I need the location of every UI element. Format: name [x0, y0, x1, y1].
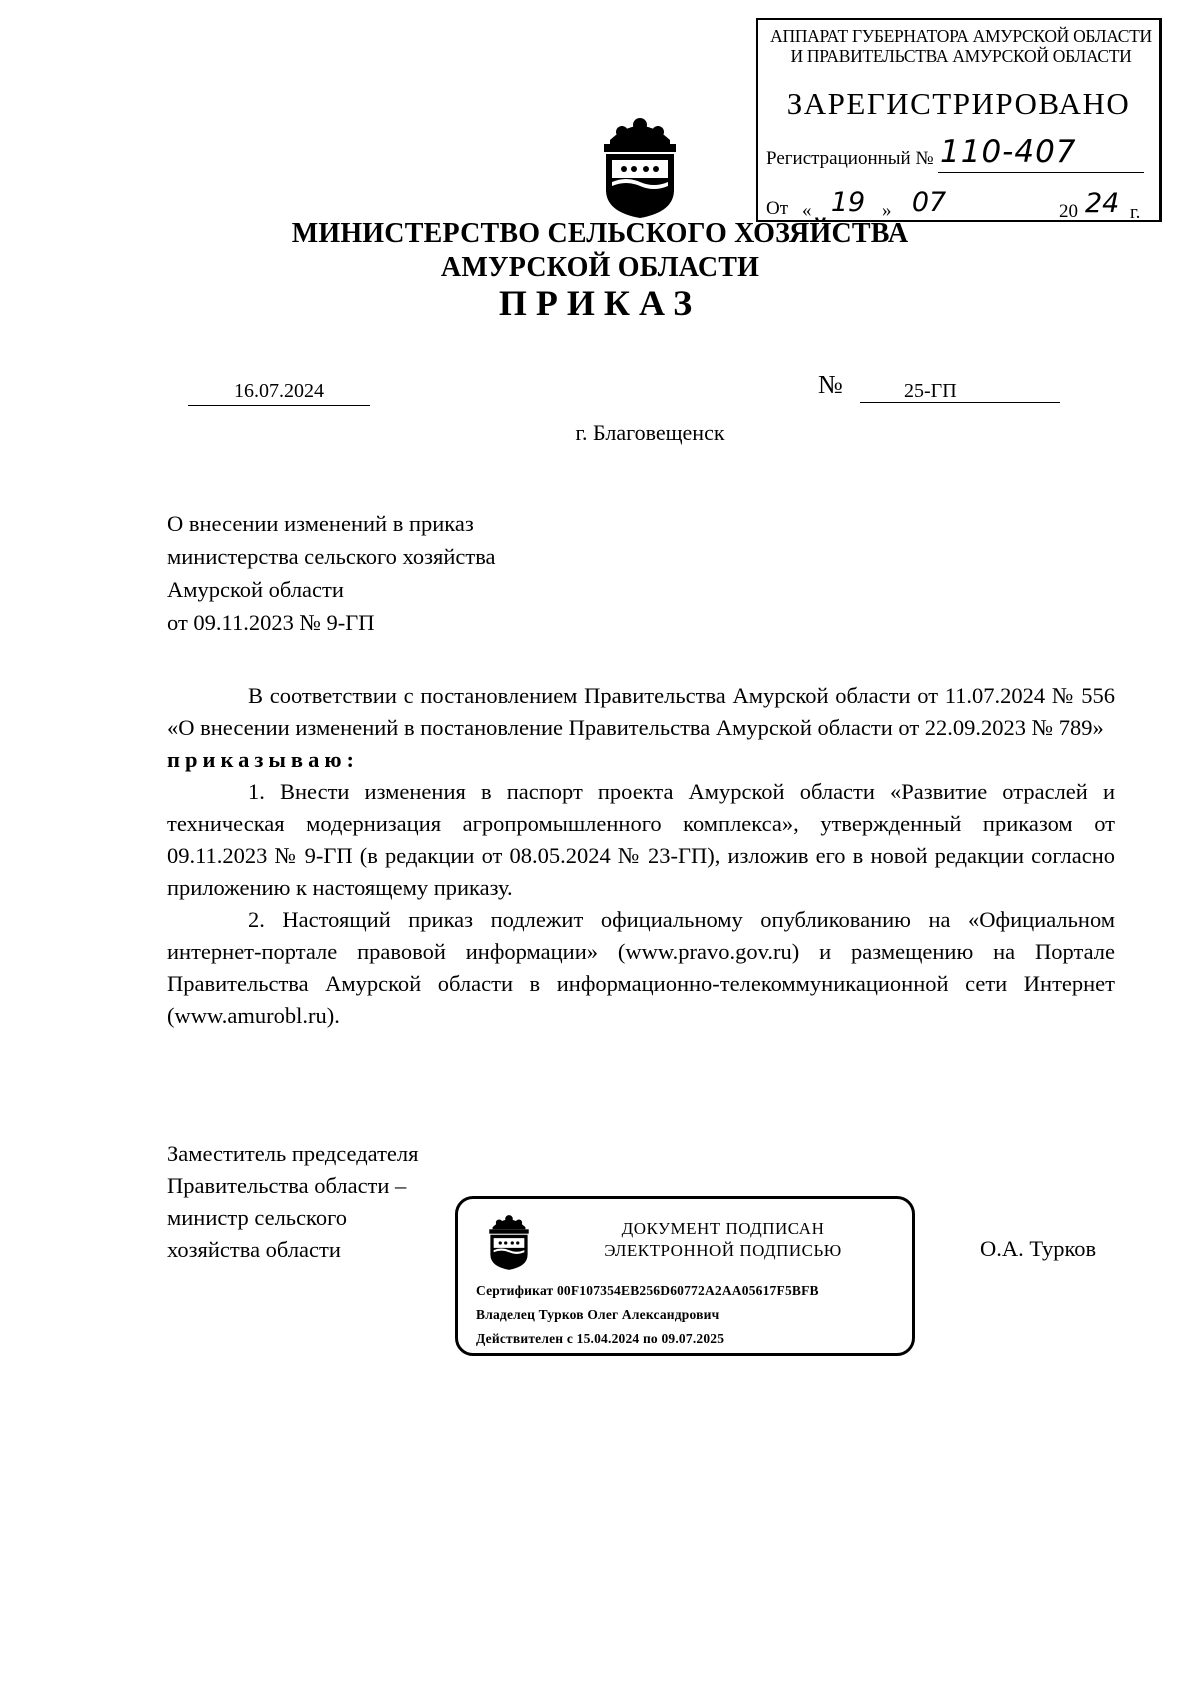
coat-of-arms-icon — [598, 118, 682, 220]
stamp-registered-title: ЗАРЕГИСТРИРОВАНО — [786, 86, 1131, 121]
order-body — [167, 680, 1115, 1032]
order-date-underline — [188, 405, 370, 406]
order-number-underline — [860, 402, 1060, 403]
subject-line: О внесении изменений в приказ — [167, 511, 474, 536]
subject-line: Амурской области — [167, 577, 344, 602]
electronic-signature-stamp — [455, 1196, 915, 1356]
stamp-quote-open: « — [802, 200, 812, 221]
order-item-2: 2. Настоящий приказ подлежит официальному опубликованию на «Официальном интернет-портале правовой информации» (www.pravo.gov.ru) и размещению на Портале Правительства Амурской области в информационно-телекоммуникационной сети Интернет (www.amurobl.ru). — [167, 907, 1115, 1028]
registration-stamp — [756, 18, 1162, 222]
order-date: 16.07.2024 — [234, 380, 324, 402]
signatory-position — [167, 1138, 418, 1266]
position-line: Заместитель председателя — [167, 1141, 419, 1166]
signatory-name: О.А. Турков — [980, 1236, 1097, 1261]
esign-certificate: Сертификат 00F107354EB256D60772A2AA05617F5BFB — [476, 1283, 819, 1298]
emblem-icon — [486, 1215, 532, 1271]
preamble-paragraph: В соответствии с постановлением Правительства Амурской области от 11.07.2024 № 556 «О внесении изменений в постановление Правительства Амурской области от 22.09.2023 № 789» — [167, 683, 1115, 740]
esign-title-line2: ЭЛЕКТРОННОЙ ПОДПИСЬЮ — [604, 1241, 842, 1260]
order-number: 25-ГП — [904, 380, 957, 402]
esign-validity: Действителен с 15.04.2024 по 09.07.2025 — [476, 1331, 725, 1346]
stamp-day-handwritten: 19 — [830, 187, 866, 218]
order-city: г. Благовещенск — [575, 420, 725, 445]
stamp-from-label: От — [766, 198, 789, 219]
stamp-reg-number-label: Регистрационный № — [766, 148, 934, 169]
stamp-reg-number-handwritten: 110-407 — [940, 134, 1077, 170]
order-subject — [167, 507, 496, 639]
order-word: приказываю: — [167, 747, 360, 772]
document-type-title: ПРИКАЗ — [498, 283, 702, 323]
stamp-quote-close: » — [882, 200, 892, 221]
stamp-year-prefix: 20 — [1059, 201, 1078, 222]
ministry-name-line1: МИНИСТЕРСТВО СЕЛЬСКОГО ХОЗЯЙСТВА — [291, 218, 909, 249]
stamp-month-handwritten: 07 — [911, 187, 947, 218]
order-number-sign: № — [818, 370, 843, 399]
stamp-org-line2: И ПРАВИТЕЛЬСТВА АМУРСКОЙ ОБЛАСТИ — [790, 46, 1132, 66]
stamp-year-g: г. — [1130, 202, 1141, 223]
stamp-year-handwritten: 24 — [1085, 188, 1120, 219]
position-line: Правительства области – — [167, 1173, 407, 1198]
stamp-reg-number-underline — [938, 172, 1144, 173]
position-line: хозяйства области — [167, 1237, 341, 1262]
ministry-name-line2: АМУРСКОЙ ОБЛАСТИ — [440, 252, 760, 283]
esign-title-line1: ДОКУМЕНТ ПОДПИСАН — [621, 1219, 825, 1238]
subject-line: министерства сельского хозяйства — [167, 544, 496, 569]
order-item-1: 1. Внести изменения в паспорт проекта Амурской области «Развитие отраслей и техническая модернизация агропромышленного комплекса», утвержденный приказом от 09.11.2023 № 9-ГП (в редакции от 08.05.2024 № 23-ГП), изложив его в новой редакции согласно приложению к настоящему приказу. — [167, 779, 1115, 900]
subject-line: от 09.11.2023 № 9-ГП — [167, 610, 375, 635]
esign-owner: Владелец Турков Олег Александрович — [476, 1307, 720, 1322]
stamp-org-line1: АППАРАТ ГУБЕРНАТОРА АМУРСКОЙ ОБЛАСТИ — [770, 26, 1152, 46]
position-line: министр сельского — [167, 1205, 348, 1230]
